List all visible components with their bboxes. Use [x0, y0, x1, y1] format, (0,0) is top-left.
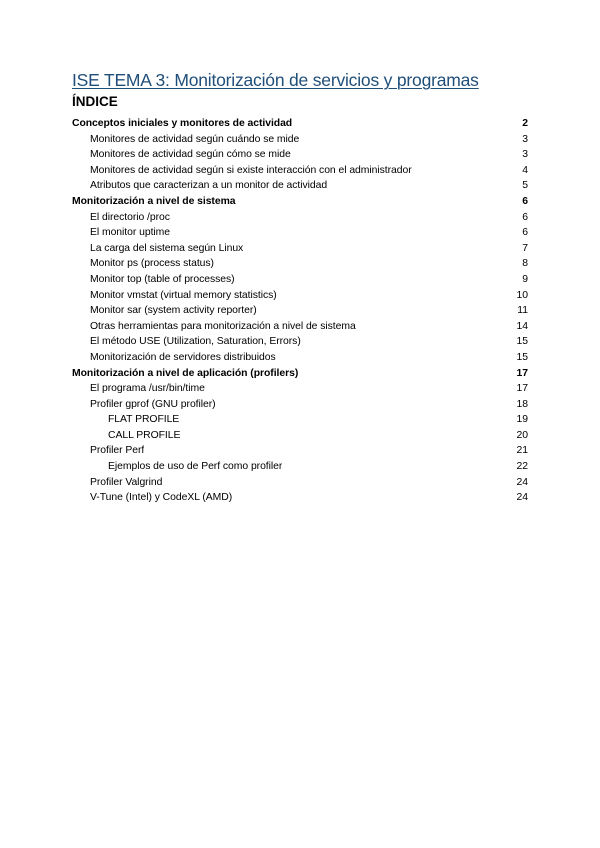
- toc-entry[interactable]: [72, 272, 528, 288]
- toc-entry-page: 15: [516, 351, 528, 363]
- toc-entry[interactable]: [72, 194, 528, 210]
- toc-entry-page: 15: [516, 336, 528, 348]
- toc-entry-text: CALL PROFILE: [108, 429, 181, 441]
- toc-entry[interactable]: [72, 147, 528, 163]
- toc-entry-text: Monitores de actividad según cuándo se mide: [90, 133, 300, 145]
- index-heading: ÍNDICE: [72, 94, 118, 109]
- toc-entry[interactable]: [72, 428, 528, 444]
- toc-entry[interactable]: [72, 210, 528, 226]
- toc-entry-text: Otras herramientas para monitorización a nivel de sistema: [90, 320, 356, 332]
- toc-entry-text: Monitorización a nivel de aplicación (profilers): [72, 367, 299, 379]
- toc-entry-text: El directorio /proc: [90, 211, 170, 223]
- toc-entry[interactable]: [72, 443, 528, 459]
- toc-entry-page: 17: [516, 367, 528, 379]
- toc-entry-text: Ejemplos de uso de Perf como profiler: [108, 461, 283, 473]
- toc-entry-text: El programa /usr/bin/time: [90, 383, 205, 395]
- toc-entry-page: 3: [522, 149, 528, 161]
- toc-entry-page: 11: [517, 305, 528, 317]
- toc-entry-text: V-Tune (Intel) y CodeXL (AMD): [90, 492, 233, 504]
- toc-entry-text: Monitor ps (process status): [90, 258, 214, 270]
- toc-entry-page: 19: [516, 414, 528, 426]
- toc-entry-text: Monitor sar (system activity reporter): [90, 305, 257, 317]
- toc-entry-page: 14: [516, 320, 528, 332]
- toc-entry-page: 8: [522, 258, 528, 270]
- toc-entry-text: Monitorización a nivel de sistema: [72, 195, 236, 207]
- toc-entry-text: Monitor top (table of processes): [90, 273, 235, 285]
- toc-entry-text: FLAT PROFILE: [108, 414, 180, 426]
- toc-entry[interactable]: [72, 178, 528, 194]
- toc-entry[interactable]: [72, 334, 528, 350]
- toc-entry[interactable]: [72, 288, 528, 304]
- toc-entry-page: 6: [522, 227, 528, 239]
- toc-entry-page: 10: [516, 289, 528, 301]
- toc-entry-text: El monitor uptime: [90, 227, 170, 239]
- toc-entry-text: Monitor vmstat (virtual memory statistics): [90, 289, 277, 301]
- toc-entry-text: Profiler Perf: [90, 445, 145, 457]
- toc-entry[interactable]: [72, 475, 528, 491]
- toc-entry-text: Monitores de actividad según si existe interacción con el administrador: [90, 164, 412, 176]
- toc-entry[interactable]: [72, 319, 528, 335]
- toc-entry-text: Monitorización de servidores distribuidos: [90, 351, 276, 363]
- toc-entry-text: Conceptos iniciales y monitores de actividad: [72, 118, 293, 129]
- toc-entry[interactable]: [72, 412, 528, 428]
- toc-entry-page: 22: [516, 461, 528, 473]
- toc-entry-page: 18: [516, 398, 528, 410]
- toc-entry-text: El método USE (Utilization, Saturation, Errors): [90, 336, 301, 348]
- toc-entry-page: 24: [516, 476, 528, 488]
- toc-entry[interactable]: [72, 225, 528, 241]
- toc-entry-page: 2: [522, 118, 528, 129]
- toc-entry[interactable]: [72, 163, 528, 179]
- toc-entry-text: Profiler gprof (GNU profiler): [90, 398, 216, 410]
- toc-entry-page: 6: [522, 195, 528, 207]
- toc-entry-text: Atributos que caracterizan a un monitor de actividad: [90, 180, 328, 192]
- toc-entry[interactable]: [72, 350, 528, 366]
- toc-entry[interactable]: [72, 381, 528, 397]
- toc-entry-text: Profiler Valgrind: [90, 476, 163, 488]
- toc-entry-text: La carga del sistema según Linux: [90, 242, 244, 254]
- toc-entry[interactable]: [72, 303, 528, 319]
- toc-entry[interactable]: [72, 459, 528, 475]
- toc-entry[interactable]: [72, 116, 528, 132]
- toc-entry-text: Monitores de actividad según cómo se mide: [90, 149, 291, 161]
- toc-entry-page: 9: [522, 273, 528, 285]
- toc-entry[interactable]: [72, 366, 528, 382]
- toc-entry-page: 5: [522, 180, 528, 192]
- toc-entry[interactable]: [72, 490, 528, 506]
- toc-entry[interactable]: [72, 256, 528, 272]
- toc-entry[interactable]: [72, 241, 528, 257]
- toc-entry[interactable]: [72, 132, 528, 148]
- toc-entry-page: 4: [522, 164, 528, 176]
- toc-entry-page: 17: [516, 383, 528, 395]
- toc-entry-page: 6: [522, 211, 528, 223]
- document-title: ISE TEMA 3: Monitorización de servicios y programas: [72, 70, 479, 90]
- table-of-contents: [72, 116, 528, 506]
- toc-entry-page: 24: [516, 492, 528, 504]
- toc-entry[interactable]: [72, 397, 528, 413]
- toc-entry-page: 20: [516, 429, 528, 441]
- toc-entry-page: 21: [516, 445, 528, 457]
- toc-entry-page: 3: [522, 133, 528, 145]
- toc-entry-page: 7: [522, 242, 528, 254]
